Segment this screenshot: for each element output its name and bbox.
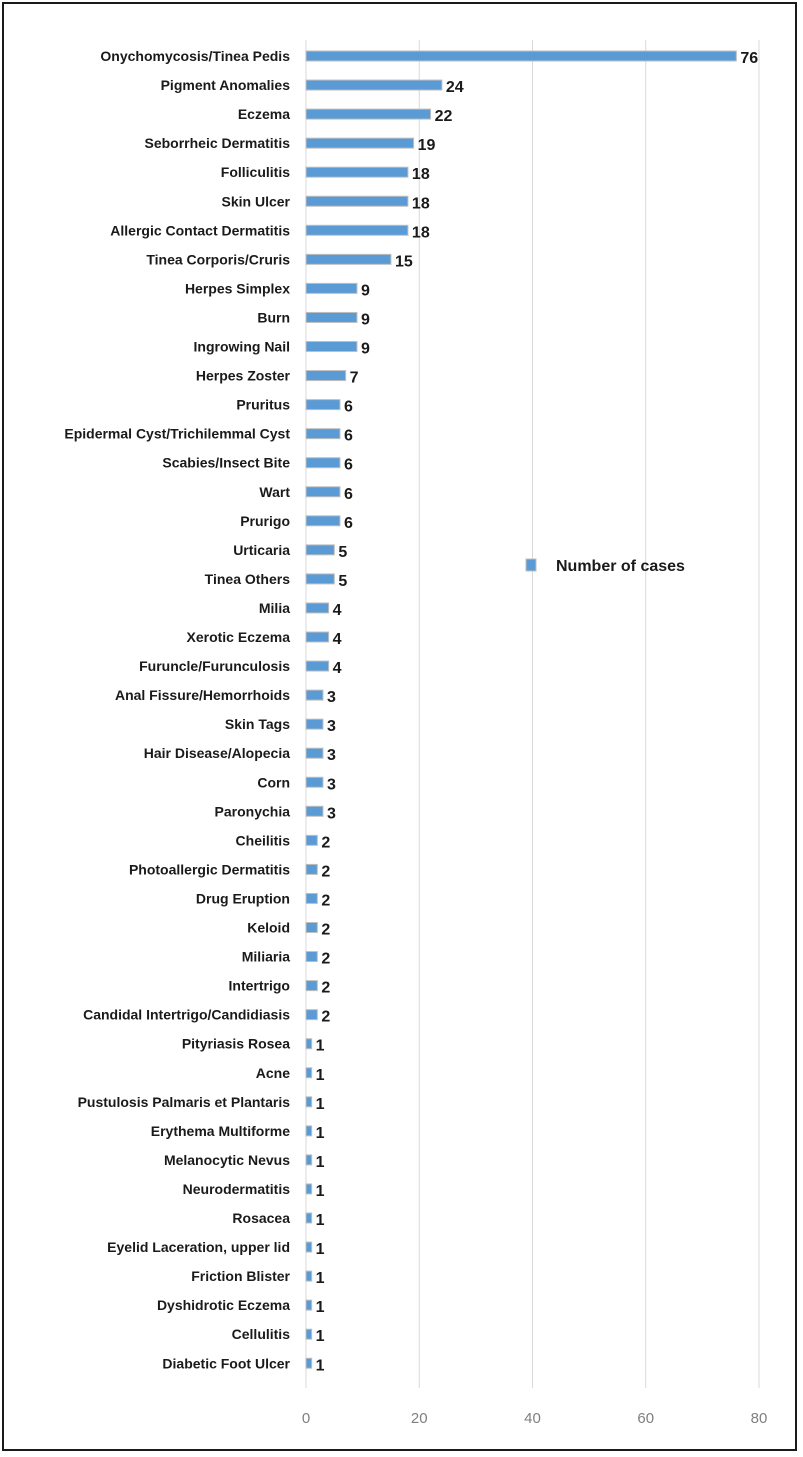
data-label: 3 xyxy=(326,747,336,765)
category-label: Hair Disease/Alopecia xyxy=(143,745,290,762)
category-label: Burn xyxy=(257,309,290,326)
data-label: 5 xyxy=(338,543,348,561)
category-label: Prurigo xyxy=(240,512,290,529)
data-label: 7 xyxy=(349,369,359,387)
bar xyxy=(306,516,340,526)
category-label: Dyshidrotic Eczema xyxy=(156,1297,290,1314)
data-label: 22 xyxy=(434,108,453,126)
bar xyxy=(306,371,346,381)
bar xyxy=(306,1329,312,1339)
bar xyxy=(306,167,408,177)
bar xyxy=(306,1097,312,1107)
data-label: 18 xyxy=(411,224,430,242)
data-label: 1 xyxy=(315,1328,325,1346)
data-label: 1 xyxy=(315,1037,325,1055)
bar xyxy=(306,51,736,61)
bar xyxy=(306,1039,312,1049)
data-label: 6 xyxy=(343,456,353,474)
data-label: 2 xyxy=(321,921,331,939)
category-label: Eyelid Laceration, upper lid xyxy=(107,1239,290,1256)
bar xyxy=(306,981,317,991)
category-label: Scabies/Insect Bite xyxy=(162,454,290,471)
data-label: 3 xyxy=(326,689,336,707)
data-label: 6 xyxy=(343,485,353,503)
bar xyxy=(306,835,317,845)
category-label: Herpes Simplex xyxy=(184,280,290,297)
data-label: 24 xyxy=(445,79,464,97)
bar xyxy=(306,864,317,874)
category-label: Ingrowing Nail xyxy=(193,338,290,355)
data-label: 1 xyxy=(315,1299,325,1317)
data-label: 4 xyxy=(332,601,342,619)
x-tick-label: 80 xyxy=(750,1410,768,1427)
bar xyxy=(306,196,408,206)
data-label: 15 xyxy=(394,253,413,271)
bar xyxy=(306,952,317,962)
bar xyxy=(306,400,340,410)
category-label: Acne xyxy=(255,1064,290,1081)
category-label: Photoallergic Dermatitis xyxy=(128,861,290,878)
bar xyxy=(306,719,323,729)
bar xyxy=(306,690,323,700)
chart-frame xyxy=(2,2,797,1451)
bar xyxy=(306,1126,312,1136)
bar xyxy=(306,80,442,90)
category-label: Epidermal Cyst/Trichilemmal Cyst xyxy=(64,425,290,442)
bar xyxy=(306,1155,312,1165)
data-label: 2 xyxy=(321,979,331,997)
bar xyxy=(306,109,431,119)
bar xyxy=(306,342,357,352)
category-label: Anal Fissure/Hemorrhoids xyxy=(114,687,290,704)
data-label: 1 xyxy=(315,1066,325,1084)
data-label: 1 xyxy=(315,1241,325,1259)
category-label: Allergic Contact Dermatitis xyxy=(110,222,290,239)
x-tick-label: 0 xyxy=(301,1410,311,1427)
bar xyxy=(306,458,340,468)
bar xyxy=(306,806,323,816)
data-label: 6 xyxy=(343,514,353,532)
bar xyxy=(306,1184,312,1194)
gridlines xyxy=(306,40,759,1388)
category-labels xyxy=(64,48,290,1371)
category-label: Onychomycosis/Tinea Pedis xyxy=(100,48,290,64)
data-label: 6 xyxy=(343,427,353,445)
data-label: 1 xyxy=(315,1270,325,1288)
category-label: Skin Ulcer xyxy=(221,193,290,210)
bar xyxy=(306,893,317,903)
data-label: 2 xyxy=(321,863,331,881)
category-label: Erythema Multiforme xyxy=(150,1122,290,1139)
bar xyxy=(306,661,329,671)
data-label: 3 xyxy=(326,718,336,736)
bar xyxy=(306,138,414,148)
data-label: 2 xyxy=(321,834,331,852)
category-label: Friction Blister xyxy=(191,1268,290,1285)
category-label: Pityriasis Rosea xyxy=(181,1035,290,1052)
data-label: 3 xyxy=(326,776,336,794)
data-label: 1 xyxy=(315,1095,325,1113)
x-tick-label: 20 xyxy=(410,1410,428,1427)
bar xyxy=(306,632,329,642)
data-labels xyxy=(316,50,759,1374)
category-label: Folliculitis xyxy=(220,164,290,181)
data-label: 2 xyxy=(321,950,331,968)
data-label: 5 xyxy=(338,572,348,590)
bar xyxy=(306,1213,312,1223)
data-label: 4 xyxy=(332,660,342,678)
bar xyxy=(306,283,357,293)
bar-chart xyxy=(4,4,799,1453)
category-label: Pruritus xyxy=(236,396,290,413)
category-label: Pustulosis Palmaris et Plantaris xyxy=(77,1093,290,1110)
data-label: 18 xyxy=(411,166,430,184)
category-label: Furuncle/Furunculosis xyxy=(139,658,290,675)
bar xyxy=(306,777,323,787)
category-label: Milia xyxy=(258,599,290,616)
category-label: Xerotic Eczema xyxy=(186,629,290,645)
data-label: 1 xyxy=(315,1357,325,1375)
category-label: Drug Eruption xyxy=(195,890,290,907)
legend-label: Number of cases xyxy=(556,558,685,575)
data-label: 3 xyxy=(326,805,336,823)
bar xyxy=(306,429,340,439)
category-label: Rosacea xyxy=(232,1210,290,1226)
category-label: Corn xyxy=(257,774,290,791)
category-label: Cheilitis xyxy=(235,832,290,849)
category-label: Herpes Zoster xyxy=(195,367,290,384)
category-label: Melanocytic Nevus xyxy=(163,1151,290,1168)
data-label: 1 xyxy=(315,1182,325,1200)
category-label: Miliaria xyxy=(241,948,290,965)
data-label: 4 xyxy=(332,631,342,648)
bar xyxy=(306,1010,317,1020)
category-label: Keloid xyxy=(247,919,290,936)
bar xyxy=(306,545,334,555)
data-label: 6 xyxy=(343,398,353,416)
data-label: 9 xyxy=(360,311,370,329)
category-label: Wart xyxy=(259,483,290,500)
bar xyxy=(306,1068,312,1078)
data-label: 2 xyxy=(321,1008,331,1026)
bar xyxy=(306,254,391,264)
bar xyxy=(306,748,323,758)
category-label: Skin Tags xyxy=(224,716,290,733)
category-label: Cellulitis xyxy=(231,1326,290,1343)
category-label: Urticaria xyxy=(233,541,290,558)
category-label: Candidal Intertrigo/Candidiasis xyxy=(83,1006,290,1023)
category-label: Tinea Corporis/Cruris xyxy=(146,251,290,268)
category-label: Neurodermatitis xyxy=(182,1180,290,1197)
category-label: Tinea Others xyxy=(204,570,290,587)
category-label: Intertrigo xyxy=(228,977,290,994)
data-label: 1 xyxy=(315,1153,325,1171)
data-label: 76 xyxy=(740,50,759,67)
bar xyxy=(306,603,329,613)
category-label: Paronychia xyxy=(214,803,290,820)
category-label: Diabetic Foot Ulcer xyxy=(162,1355,290,1372)
bars xyxy=(306,51,736,1368)
bar xyxy=(306,923,317,933)
data-label: 18 xyxy=(411,195,430,213)
data-label: 19 xyxy=(417,137,436,155)
bar xyxy=(306,487,340,497)
x-axis-ticks xyxy=(302,1410,768,1427)
legend xyxy=(526,558,685,575)
bar xyxy=(306,1300,312,1310)
x-tick-label: 40 xyxy=(524,1410,541,1427)
bar xyxy=(306,1358,312,1368)
category-label: Seborrheic Dermatitis xyxy=(144,135,290,152)
category-label: Pigment Anomalies xyxy=(160,77,290,94)
category-label: Eczema xyxy=(237,106,290,123)
data-label: 1 xyxy=(315,1212,325,1229)
bar xyxy=(306,225,408,235)
bar xyxy=(306,1271,312,1281)
data-label: 9 xyxy=(360,282,370,300)
x-tick-label: 60 xyxy=(637,1410,655,1427)
legend-swatch xyxy=(526,559,536,571)
bar xyxy=(306,1242,312,1252)
data-label: 9 xyxy=(360,340,370,358)
bar xyxy=(306,574,334,584)
data-label: 1 xyxy=(315,1124,325,1142)
data-label: 2 xyxy=(321,892,331,910)
bar xyxy=(306,312,357,322)
